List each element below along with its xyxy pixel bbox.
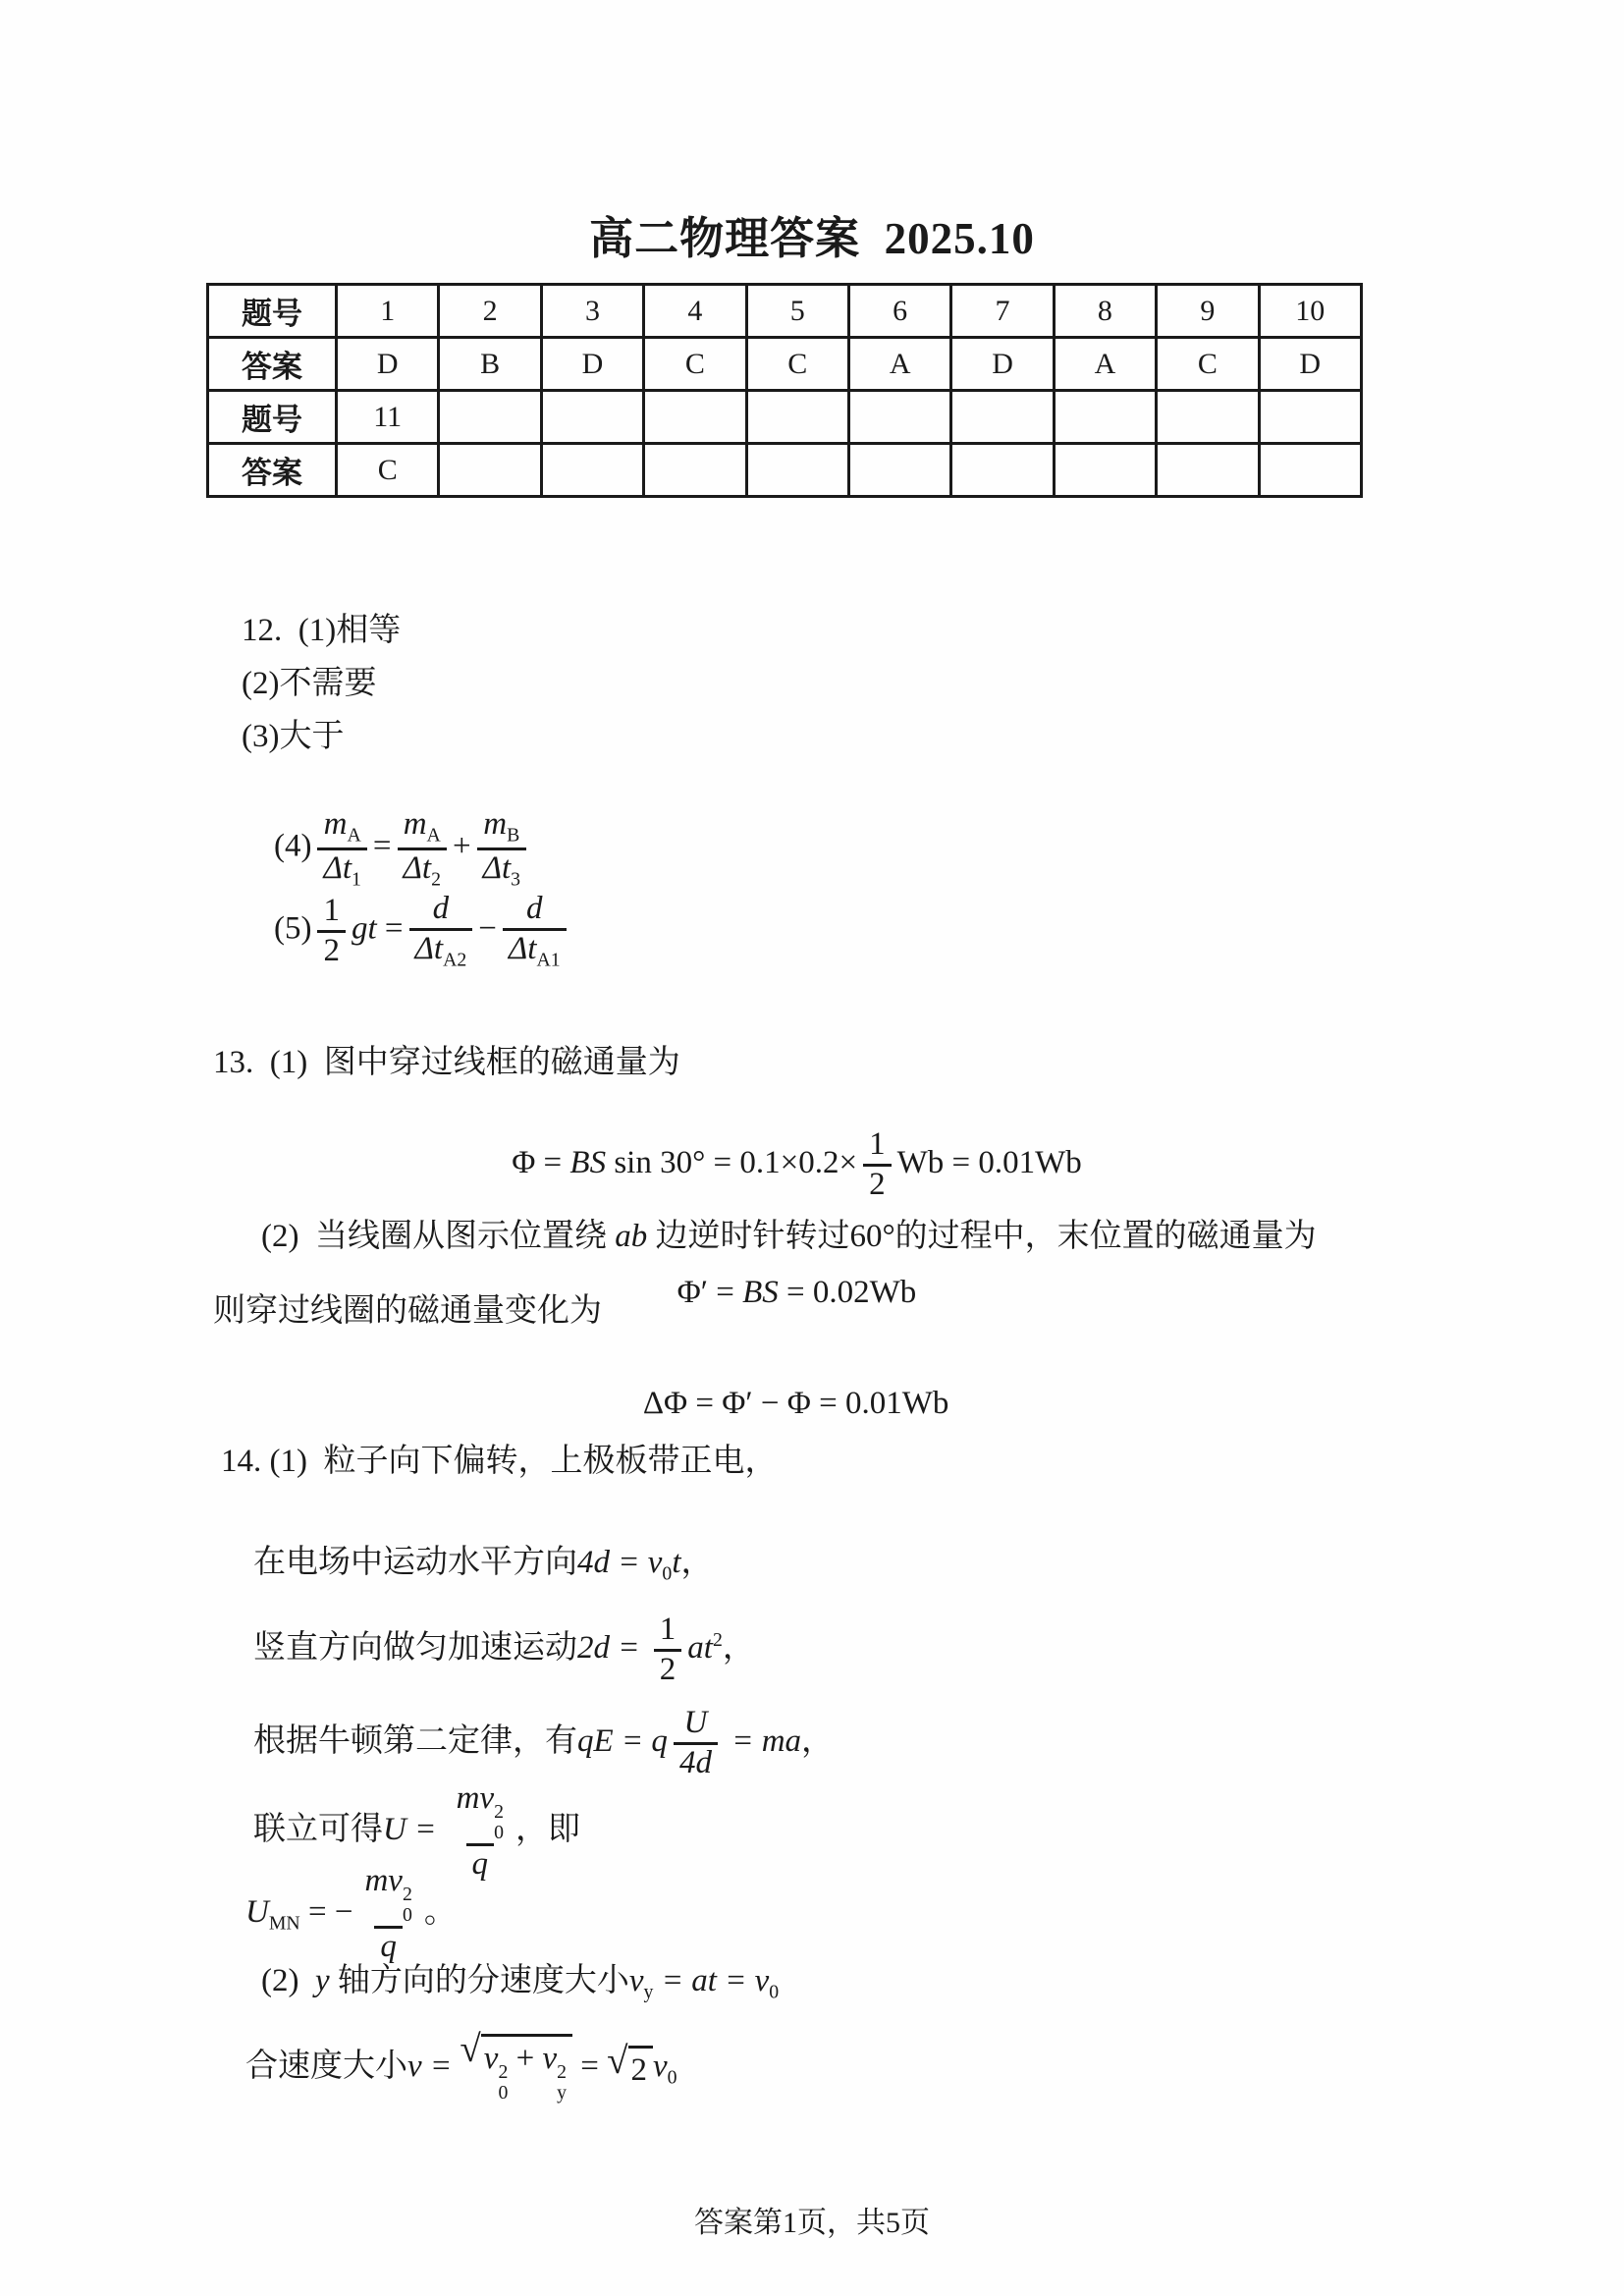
math-variable: ab xyxy=(615,1219,648,1255)
table-cell xyxy=(541,391,643,444)
table-cell: 4 xyxy=(644,285,746,338)
table-cell xyxy=(951,391,1054,444)
text-run: ， xyxy=(801,1723,835,1760)
table-cell: D xyxy=(951,338,1054,391)
math-operator: + xyxy=(508,2041,543,2077)
math-token: Wb = 0.01Wb xyxy=(896,1145,1082,1181)
table-cell: D xyxy=(1259,338,1361,391)
page-title: 高二物理答案 2025.10 xyxy=(589,214,1035,263)
fraction-denominator: q xyxy=(374,1926,403,1966)
math-variable: y xyxy=(314,1963,330,1999)
table-cell: A xyxy=(1054,338,1156,391)
table-row xyxy=(208,444,1362,497)
superscript: 2 xyxy=(494,1801,504,1824)
fraction-numerator: 1 xyxy=(659,1612,677,1648)
subscript: 3 xyxy=(511,868,521,891)
table-cell: D xyxy=(541,338,643,391)
table-row xyxy=(208,285,1362,338)
subscript: A1 xyxy=(536,949,561,971)
math-token: U = xyxy=(383,1812,445,1848)
math-operator xyxy=(377,911,385,947)
radical-sign: √ xyxy=(607,2040,628,2083)
q12-line-1: 12. (1)相等 xyxy=(242,613,402,648)
math-token: 2d = xyxy=(577,1630,648,1667)
table-cell: 11 xyxy=(337,391,439,444)
math-token: v = xyxy=(407,2049,460,2085)
fraction xyxy=(674,1705,718,1782)
text-run: ， xyxy=(722,1630,755,1667)
math-operator: = xyxy=(384,910,404,947)
math-token: ΔΦ = Φ′ − Φ = 0.01Wb xyxy=(642,1386,949,1422)
math-token: Φ = xyxy=(512,1145,570,1181)
superscript: 2 xyxy=(498,2061,509,2084)
math-variable: BS xyxy=(742,1275,779,1311)
table-row xyxy=(208,338,1362,391)
text-run: 边逆时针转过60°的过程中，末位置的磁通量为 xyxy=(647,1219,1317,1255)
fraction-numerator: mv 2 0 xyxy=(364,1863,412,1926)
text-run: 根据牛顿第二定律，有 xyxy=(253,1723,577,1760)
math-operator: = − xyxy=(299,1894,353,1931)
table-row xyxy=(208,391,1362,444)
q14-line-1: 14. (1) 粒子向下偏转，上极板带正电， xyxy=(221,1444,778,1479)
subscript: 0 xyxy=(402,1903,412,1926)
table-cell xyxy=(1259,391,1361,444)
table-cell: 10 xyxy=(1259,285,1361,338)
table-header-cell: 题号 xyxy=(208,391,337,444)
q12-line-5 xyxy=(242,850,572,1012)
table-cell: 1 xyxy=(337,285,439,338)
table-header-cell: 答案 xyxy=(208,338,337,391)
table-cell: B xyxy=(439,338,541,391)
table-cell: 3 xyxy=(541,285,643,338)
math-token: qE = q xyxy=(577,1723,668,1760)
fraction-denominator: $\Delta t_1$ xyxy=(317,847,366,891)
q12-line-3: (3)大于 xyxy=(242,719,345,754)
table-cell xyxy=(951,444,1054,497)
math-token: sin 30° = 0.1×0.2× xyxy=(606,1145,858,1181)
math-token: = 0.02Wb xyxy=(778,1275,917,1311)
fraction-denominator: 2 xyxy=(654,1649,682,1689)
table-cell: D xyxy=(337,338,439,391)
fraction-numerator: 1 xyxy=(869,1126,886,1163)
math-operator: − xyxy=(478,910,497,947)
text-run: 。 xyxy=(423,1894,457,1931)
table-cell xyxy=(848,444,950,497)
fraction xyxy=(409,891,473,971)
fraction-numerator: $m_A$ xyxy=(323,806,361,847)
table-header-cell: 题号 xyxy=(208,285,337,338)
table-cell: 5 xyxy=(746,285,848,338)
table-cell xyxy=(1259,444,1361,497)
fraction-denominator: $\Delta t_{A1}$ xyxy=(503,928,567,971)
table-cell: 9 xyxy=(1157,285,1259,338)
table-cell xyxy=(1054,444,1156,497)
supsub-stack xyxy=(403,1885,412,1926)
table-cell: C xyxy=(644,338,746,391)
radical-sign: √ xyxy=(460,2028,481,2071)
table-cell: A xyxy=(848,338,950,391)
subscript: y xyxy=(643,1981,654,2003)
subscript: 0 xyxy=(662,1562,673,1585)
square-root xyxy=(607,2040,653,2091)
answer-table-body xyxy=(208,285,1362,497)
page-footer: 答案第1页，共5页 xyxy=(694,2207,930,2239)
fraction-denominator: 2 xyxy=(863,1164,892,1204)
subscript: 0 xyxy=(667,2066,677,2089)
fraction-numerator: d xyxy=(432,891,450,927)
math-token: $4d = v_0t$ xyxy=(577,1545,681,1585)
q13-line-1: 13. (1) 图中穿过线框的磁通量为 xyxy=(213,1045,680,1080)
fraction-denominator: q xyxy=(466,1843,495,1884)
text-run: 联立可得 xyxy=(253,1812,383,1848)
text-run: ，即 xyxy=(514,1812,580,1848)
table-cell xyxy=(848,391,950,444)
supsub-stack xyxy=(494,1802,504,1843)
supsub-stack xyxy=(498,2062,508,2104)
fraction-denominator: $\Delta t_2$ xyxy=(398,847,447,891)
text-run: 轴方向的分速度大小 xyxy=(329,1963,629,1999)
table-cell: 7 xyxy=(951,285,1054,338)
fraction xyxy=(451,1780,510,1883)
math-token: $v_0$ xyxy=(653,2049,677,2089)
q12-line-2: (2)不需要 xyxy=(242,666,377,701)
table-cell xyxy=(746,444,848,497)
math-token: = ma xyxy=(723,1723,802,1760)
superscript: 2 xyxy=(712,1629,723,1652)
fraction-denominator: 2 xyxy=(317,930,346,970)
text-run: 合速度大小 xyxy=(245,2049,407,2085)
item-label: (5) xyxy=(274,910,312,947)
math-token: $v_y$ = at = $v_0$ xyxy=(628,1963,780,2003)
fraction-denominator: 4d xyxy=(674,1742,718,1782)
text-run: (2) 当线圈从图示位置绕 xyxy=(261,1219,616,1255)
subscript: MN xyxy=(268,1912,300,1935)
item-label: (4) xyxy=(274,828,312,864)
table-cell: 6 xyxy=(848,285,950,338)
text-run: (2) xyxy=(261,1963,315,1999)
table-cell: C xyxy=(746,338,848,391)
supsub-stack xyxy=(557,2062,567,2104)
math-operator: = xyxy=(372,828,392,864)
subscript: 2 xyxy=(431,868,441,891)
table-cell: 8 xyxy=(1054,285,1156,338)
fraction-denominator: $\Delta t_{A2}$ xyxy=(409,928,473,971)
superscript: 2 xyxy=(557,2061,568,2084)
fraction-numerator: $m_A$ xyxy=(403,806,441,847)
table-cell: C xyxy=(337,444,439,497)
fraction xyxy=(317,893,346,970)
fraction-numerator: $m_B$ xyxy=(483,806,520,847)
subscript: A2 xyxy=(443,949,467,971)
subscript: A xyxy=(426,824,441,847)
fraction-numerator: mv 2 0 xyxy=(456,1780,504,1843)
table-cell xyxy=(439,444,541,497)
q13-line-3: 则穿过线圈的磁通量变化为 xyxy=(213,1293,602,1329)
table-cell xyxy=(644,444,746,497)
math-operator: + xyxy=(452,828,471,864)
math-token: $U_{MN}$ xyxy=(245,1894,300,1935)
text-run: 竖直方向做匀加速运动 xyxy=(253,1630,577,1667)
subscript: y xyxy=(557,2081,568,2104)
math-token: Φ′ = xyxy=(677,1275,743,1311)
table-cell xyxy=(1054,391,1156,444)
table-cell xyxy=(644,391,746,444)
fraction-numerator: 1 xyxy=(323,892,340,928)
fraction-denominator: $\Delta t_3$ xyxy=(477,847,526,891)
radicand: v 2 0 + v 2 y xyxy=(481,2034,572,2103)
superscript: 2 xyxy=(402,1884,412,1906)
math-operator: = xyxy=(572,2049,608,2085)
table-cell: 2 xyxy=(439,285,541,338)
math-token: $at^2$ xyxy=(687,1629,723,1667)
subscript: B xyxy=(507,824,520,847)
table-header-cell: 答案 xyxy=(208,444,337,497)
q14-line-8 xyxy=(213,1994,677,2144)
fraction-numerator: U xyxy=(683,1705,708,1741)
answer-table xyxy=(206,283,1363,498)
math-token: gt xyxy=(351,910,377,947)
table-cell xyxy=(1157,391,1259,444)
fraction xyxy=(503,891,567,971)
text-run: 在电场中运动水平方向 xyxy=(253,1545,577,1581)
subscript: 1 xyxy=(352,868,361,891)
radicand: 2 xyxy=(628,2046,654,2091)
subscript: A xyxy=(347,824,361,847)
table-cell xyxy=(746,391,848,444)
subscript: 0 xyxy=(494,1821,504,1843)
subscript: 0 xyxy=(769,1981,780,2003)
table-cell xyxy=(541,444,643,497)
fraction-numerator: d xyxy=(526,891,543,927)
table-cell xyxy=(1157,444,1259,497)
square-root xyxy=(460,2028,572,2104)
math-variable: BS xyxy=(569,1145,607,1181)
subscript: 0 xyxy=(498,2081,509,2104)
table-cell xyxy=(439,391,541,444)
table-cell: C xyxy=(1157,338,1259,391)
text-run: ， xyxy=(680,1545,714,1581)
